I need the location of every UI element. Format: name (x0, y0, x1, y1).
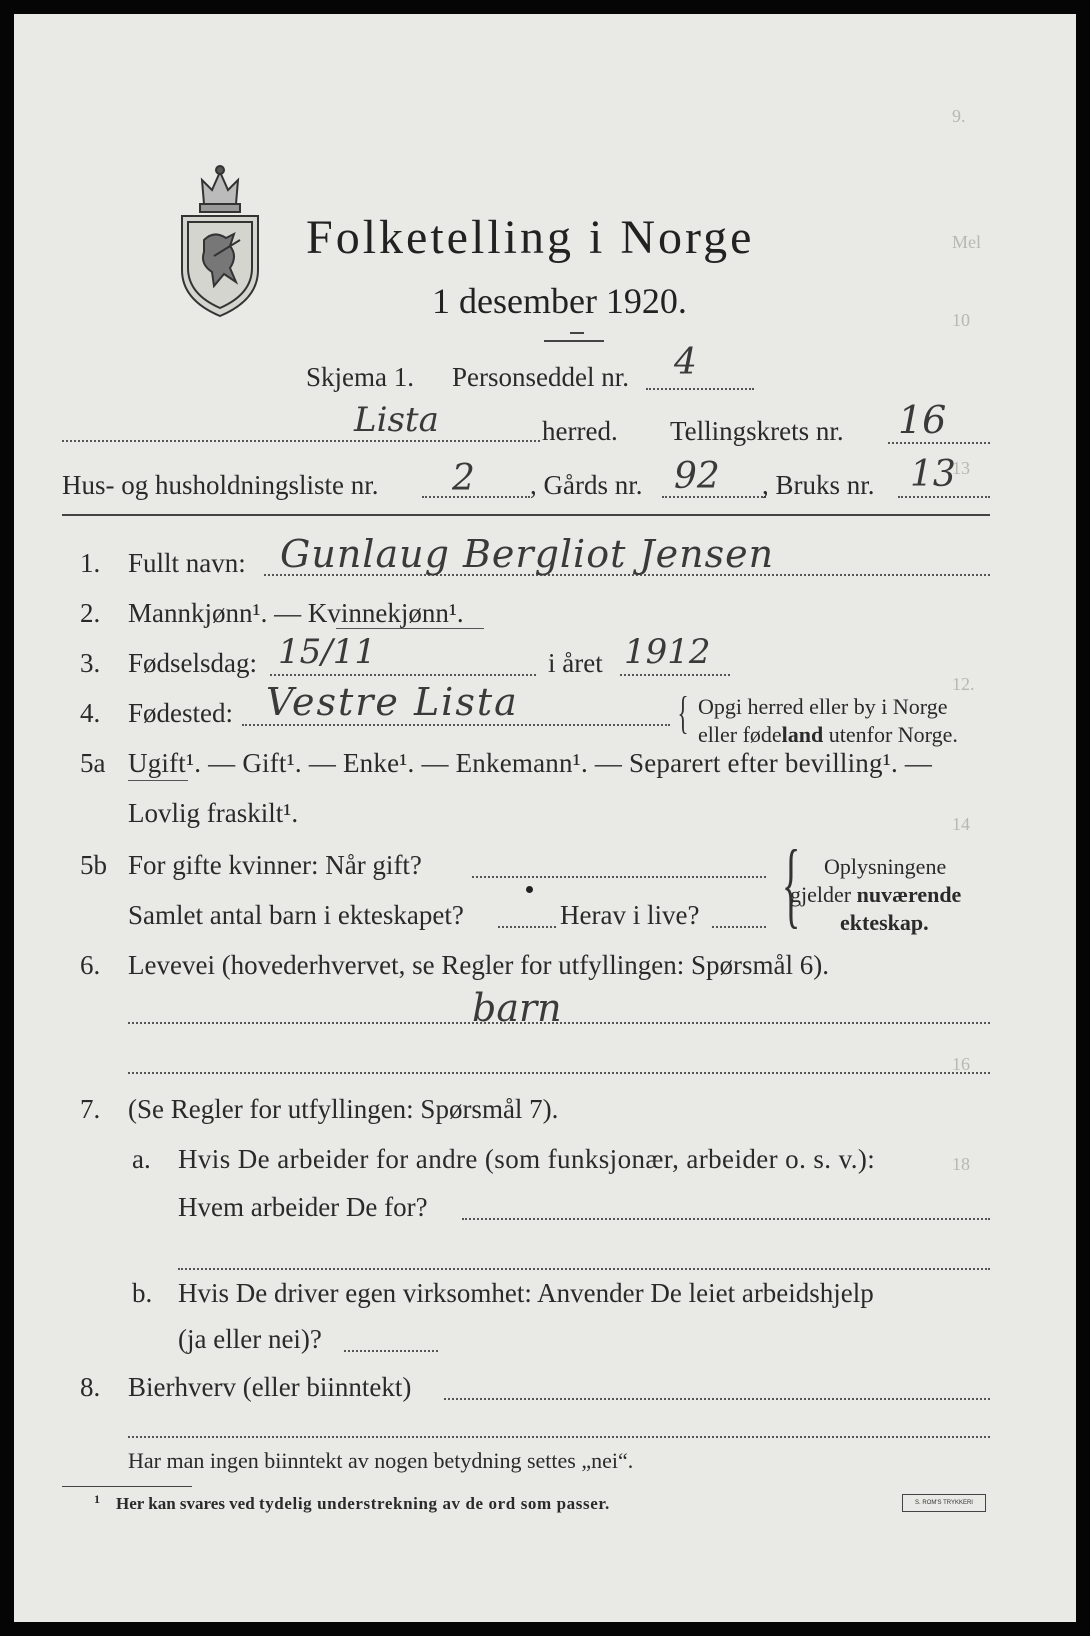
personseddel-field-line (646, 388, 754, 390)
q3-year-value[interactable]: 1912 (624, 632, 711, 672)
bleedthrough-text: 18 (952, 1154, 970, 1174)
census-date: 1 desember 1920. (432, 281, 687, 321)
bleedthrough-text: 16 (952, 1054, 970, 1074)
q5a-number: 5a (80, 748, 106, 778)
q7b-letter: b. (132, 1278, 153, 1308)
hus-label: Hus- og husholdningsliste nr. (62, 470, 379, 500)
q4-note-text: eller føde (698, 722, 782, 747)
bleedthrough-text: 10 (952, 310, 970, 330)
tellingskrets-label: Tellingskrets nr. (670, 416, 844, 446)
q4-note-bold: land (781, 722, 824, 747)
bleedthrough-text: 9. (952, 106, 966, 126)
q4-birthplace-field-line (242, 724, 670, 726)
q5b-children-field-line (498, 926, 556, 928)
q7b-yes-no-label: (ja eller nei)? (178, 1324, 322, 1354)
footnote-text (116, 1494, 610, 1514)
gards-value[interactable]: 92 (674, 456, 720, 497)
q7b-field-line (344, 1350, 438, 1352)
q1-full-name-value[interactable]: Gunlaug Bergliot Jensen (280, 532, 775, 576)
q5a-status-options-line2: Lovlig fraskilt¹. (128, 798, 299, 828)
gards-label: , Gårds nr. (530, 470, 643, 500)
biinntekt-note: Har man ingen biinntekt av nogen betydning settes „nei“. (128, 1448, 634, 1473)
footnote-text-emphasis: tydelig understrekning av de ord som passer. (258, 1494, 610, 1513)
printer-stamp-text: S. ROM'S TRYKKERI (915, 1500, 973, 1506)
q8-label: Bierhverv (eller biinntekt) (128, 1372, 412, 1402)
footnote-separator (62, 1486, 192, 1487)
q4-label: Fødested: (128, 698, 233, 728)
herred-label: herred. (542, 416, 618, 446)
q7a-employer-label: Hvem arbeider De for? (178, 1192, 428, 1222)
q5b-brace: { (781, 830, 801, 937)
q7a-letter: a. (132, 1144, 151, 1174)
q6-occupation-value[interactable]: barn (472, 986, 562, 1030)
q7a-text: Hvis De arbeider for andre (som funksjonær, arbeider o. s. v.): (178, 1144, 876, 1174)
q6-number: 6. (80, 950, 101, 980)
title-divider (544, 340, 604, 342)
q5b-number: 5b (80, 850, 107, 880)
q5b-when-married-field-line (472, 876, 766, 878)
q7-label: (Se Regler for utfyllingen: Spørsmål 7). (128, 1094, 559, 1124)
personseddel-value[interactable]: 4 (674, 342, 697, 383)
q6-field-line1 (128, 1022, 990, 1024)
q4-note-text-end: utenfor Norge. (823, 722, 958, 747)
q5b-alive-field-line (712, 926, 766, 928)
q5b-note-bold: nuværende (856, 882, 962, 907)
ink-dot (526, 886, 533, 893)
bleedthrough-text: 12. (952, 674, 975, 694)
q3-birthday-field-line (270, 674, 536, 676)
q7a-employer-field-line (462, 1218, 990, 1220)
q5b-when-married-label: For gifte kvinner: Når gift? (128, 850, 422, 880)
q5b-note-line3: ekteskap. (840, 910, 929, 935)
q2-underline-kvinnekjonn (336, 628, 484, 629)
census-form-page (14, 14, 1076, 1622)
q7a-extra-field-line (178, 1268, 990, 1270)
tellingskrets-value[interactable]: 16 (898, 398, 947, 442)
q6-label: Levevei (hovederhvervet, se Regler for utfyllingen: Spørsmål 6). (128, 950, 830, 980)
q1-label: Fullt navn: (128, 548, 246, 578)
q6-field-line2 (128, 1072, 990, 1074)
q2-number: 2. (80, 598, 101, 628)
bleedthrough-text: Mel (952, 232, 981, 252)
printer-stamp (902, 1494, 986, 1512)
bleedthrough-text: 14 (952, 814, 970, 834)
q3-label: Fødselsdag: (128, 648, 258, 678)
footnote-text-start: Her kan svares ved (116, 1494, 259, 1513)
q5b-note-line2 (790, 882, 961, 908)
q5b-alive-label: Herav i live? (560, 900, 700, 930)
q3-number: 3. (80, 648, 101, 678)
herred-value[interactable]: Lista (354, 400, 439, 440)
q8-number: 8. (80, 1372, 101, 1402)
bleedthrough-text: 13 (952, 458, 970, 478)
q5a-underline-ugift (128, 780, 188, 781)
q5b-children-label: Samlet antal barn i ekteskapet? (128, 900, 464, 930)
header-separator (62, 514, 990, 516)
q8-extra-field-line (128, 1436, 990, 1438)
q3-year-label: i året (548, 648, 603, 678)
hus-field-line (422, 496, 530, 498)
norway-coat-of-arms-icon (174, 160, 266, 322)
hus-value[interactable]: 2 (452, 458, 475, 499)
q4-note-line1: Opgi herred eller by i Norge (698, 694, 948, 719)
q5b-note-line1: Oplysningene (824, 854, 947, 879)
page-title: Folketelling i Norge (306, 211, 755, 264)
q4-birthplace-value[interactable]: Vestre Lista (266, 680, 519, 724)
q4-note-line2 (698, 722, 958, 748)
q5a-status-options: Ugift¹. — Gift¹. — Enke¹. — Enkemann¹. — Separert efter bevilling¹. — (128, 748, 933, 778)
skjema-label: Skjema 1. (306, 362, 414, 392)
q8-field-line (444, 1398, 990, 1400)
bruks-value[interactable]: 13 (910, 454, 956, 495)
q2-sex-options: Mannkjønn¹. — Kvinnekjønn¹. (128, 598, 464, 628)
bruks-label: , Bruks nr. (762, 470, 875, 500)
herred-field-line (62, 440, 540, 442)
q3-birthday-value[interactable]: 15/11 (278, 632, 376, 672)
personseddel-label: Personseddel nr. (452, 362, 629, 392)
q4-brace: { (677, 687, 689, 738)
title-divider-mark (570, 332, 584, 334)
bruks-field-line (898, 496, 990, 498)
q3-year-field-line (620, 674, 730, 676)
q5b-note-text: gjelder (790, 882, 857, 907)
footnote-mark: 1 (94, 1492, 100, 1506)
q4-number: 4. (80, 698, 101, 728)
tellingskrets-field-line (888, 442, 990, 444)
q7b-text: Hvis De driver egen virksomhet: Anvender De leiet arbeidshjelp (178, 1278, 874, 1308)
q7-number: 7. (80, 1094, 101, 1124)
q1-number: 1. (80, 548, 101, 578)
